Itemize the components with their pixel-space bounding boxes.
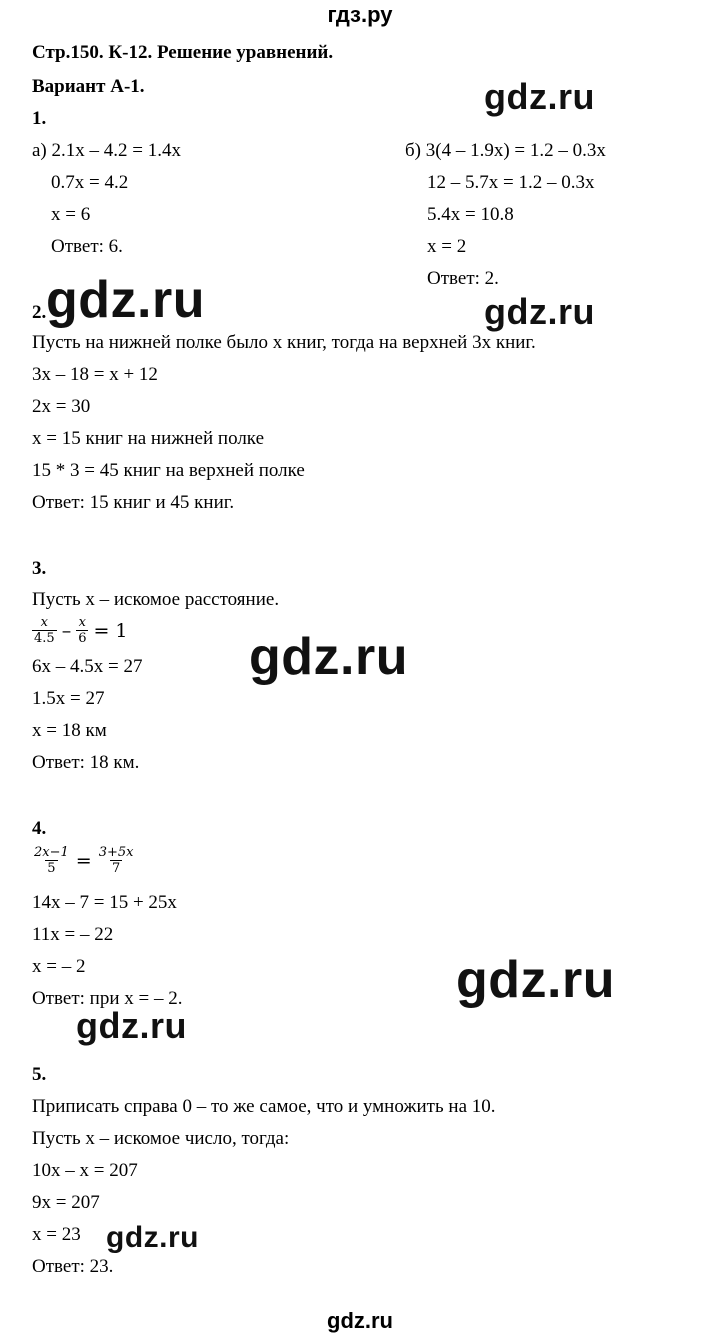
- task3-number: 3.: [32, 558, 47, 579]
- equals-part: = 1: [93, 619, 128, 642]
- task1-a-line: x = 6: [51, 204, 91, 225]
- page-heading: Стр.150. К-12. Решение уравнений.: [32, 42, 334, 63]
- task2-number: 2.: [32, 302, 47, 323]
- task4-answer: Ответ: при x = – 2.: [32, 988, 183, 1009]
- fraction-numerator: 3+5x: [98, 845, 134, 860]
- fraction-numerator: x: [78, 615, 86, 630]
- task5-line: Приписать справа 0 – то же самое, что и умножить на 10.: [32, 1096, 496, 1117]
- task5-line: 10x – x = 207: [32, 1160, 138, 1181]
- watermark: gdz.ru: [484, 76, 595, 117]
- fraction-denominator: 5: [47, 861, 56, 876]
- fraction: [32, 845, 71, 876]
- variant-title: Вариант А-1.: [32, 76, 145, 97]
- fraction-numerator: 2x−1: [34, 845, 69, 860]
- task4-fraction-equation: [30, 845, 137, 876]
- site-footer: gdz.ru: [327, 1308, 393, 1333]
- task5-line: x = 23: [32, 1224, 81, 1245]
- task5-line: Пусть x – искомое число, тогда:: [32, 1128, 290, 1149]
- task2-line: x = 15 книг на нижней полке: [32, 428, 264, 449]
- fraction: [32, 615, 57, 646]
- task1-number: 1.: [32, 108, 47, 129]
- task2-line: 2x = 30: [32, 396, 91, 417]
- task3-line: 6x – 4.5x = 27: [32, 656, 143, 677]
- fraction-numerator: x: [40, 615, 49, 630]
- task3-fraction-equation: [30, 615, 131, 646]
- equals-sign: =: [75, 849, 92, 872]
- watermark: gdz.ru: [76, 1005, 187, 1046]
- fraction-denominator: 7: [111, 861, 121, 876]
- task2-line: 3x – 18 = x + 12: [32, 364, 158, 385]
- watermark: gdz.ru: [46, 271, 205, 329]
- task5-number: 5.: [32, 1064, 47, 1085]
- task3-answer: Ответ: 18 км.: [32, 752, 140, 773]
- watermark: gdz.ru: [249, 628, 408, 686]
- task1-b-line: 5.4x = 10.8: [427, 204, 514, 225]
- task3-line: x = 18 км: [32, 720, 107, 741]
- task2-answer: Ответ: 15 книг и 45 книг.: [32, 492, 235, 513]
- task5-answer: Ответ: 23.: [32, 1256, 114, 1277]
- task1-a-line: 0.7x = 4.2: [51, 172, 129, 193]
- task1-b-line: б) 3(4 – 1.9x) = 1.2 – 0.3x: [405, 140, 606, 161]
- task4-number: 4.: [32, 818, 47, 839]
- task2-line: Пусть на нижней полке было x книг, тогда на верхней 3x книг.: [32, 332, 536, 353]
- task3-line: 1.5x = 27: [32, 688, 105, 709]
- watermark: gdz.ru: [484, 291, 595, 332]
- fraction: [76, 615, 88, 646]
- task5-line: 9x = 207: [32, 1192, 100, 1213]
- task2-line: 15 * 3 = 45 книг на верхней полке: [32, 460, 305, 481]
- task4-line: 11x = – 22: [32, 924, 114, 945]
- fraction-denominator: 4.5: [34, 631, 55, 646]
- task1-b-line: x = 2: [427, 236, 467, 257]
- watermark: gdz.ru: [456, 951, 615, 1009]
- task1-b-line: 12 – 5.7x = 1.2 – 0.3x: [427, 172, 595, 193]
- task1-a-line: а) 2.1x – 4.2 = 1.4x: [32, 140, 181, 161]
- task1-b-answer: Ответ: 2.: [427, 268, 499, 289]
- fraction: [97, 845, 136, 876]
- fraction-denominator: 6: [78, 631, 87, 646]
- site-header: гдз.ру: [327, 2, 393, 27]
- minus-sign: –: [61, 619, 72, 642]
- task4-line: 14x – 7 = 15 + 25x: [32, 892, 177, 913]
- task4-line: x = – 2: [32, 956, 86, 977]
- task1-a-answer: Ответ: 6.: [51, 236, 123, 257]
- watermark: gdz.ru: [106, 1221, 199, 1254]
- task3-intro: Пусть x – искомое расстояние.: [32, 589, 280, 610]
